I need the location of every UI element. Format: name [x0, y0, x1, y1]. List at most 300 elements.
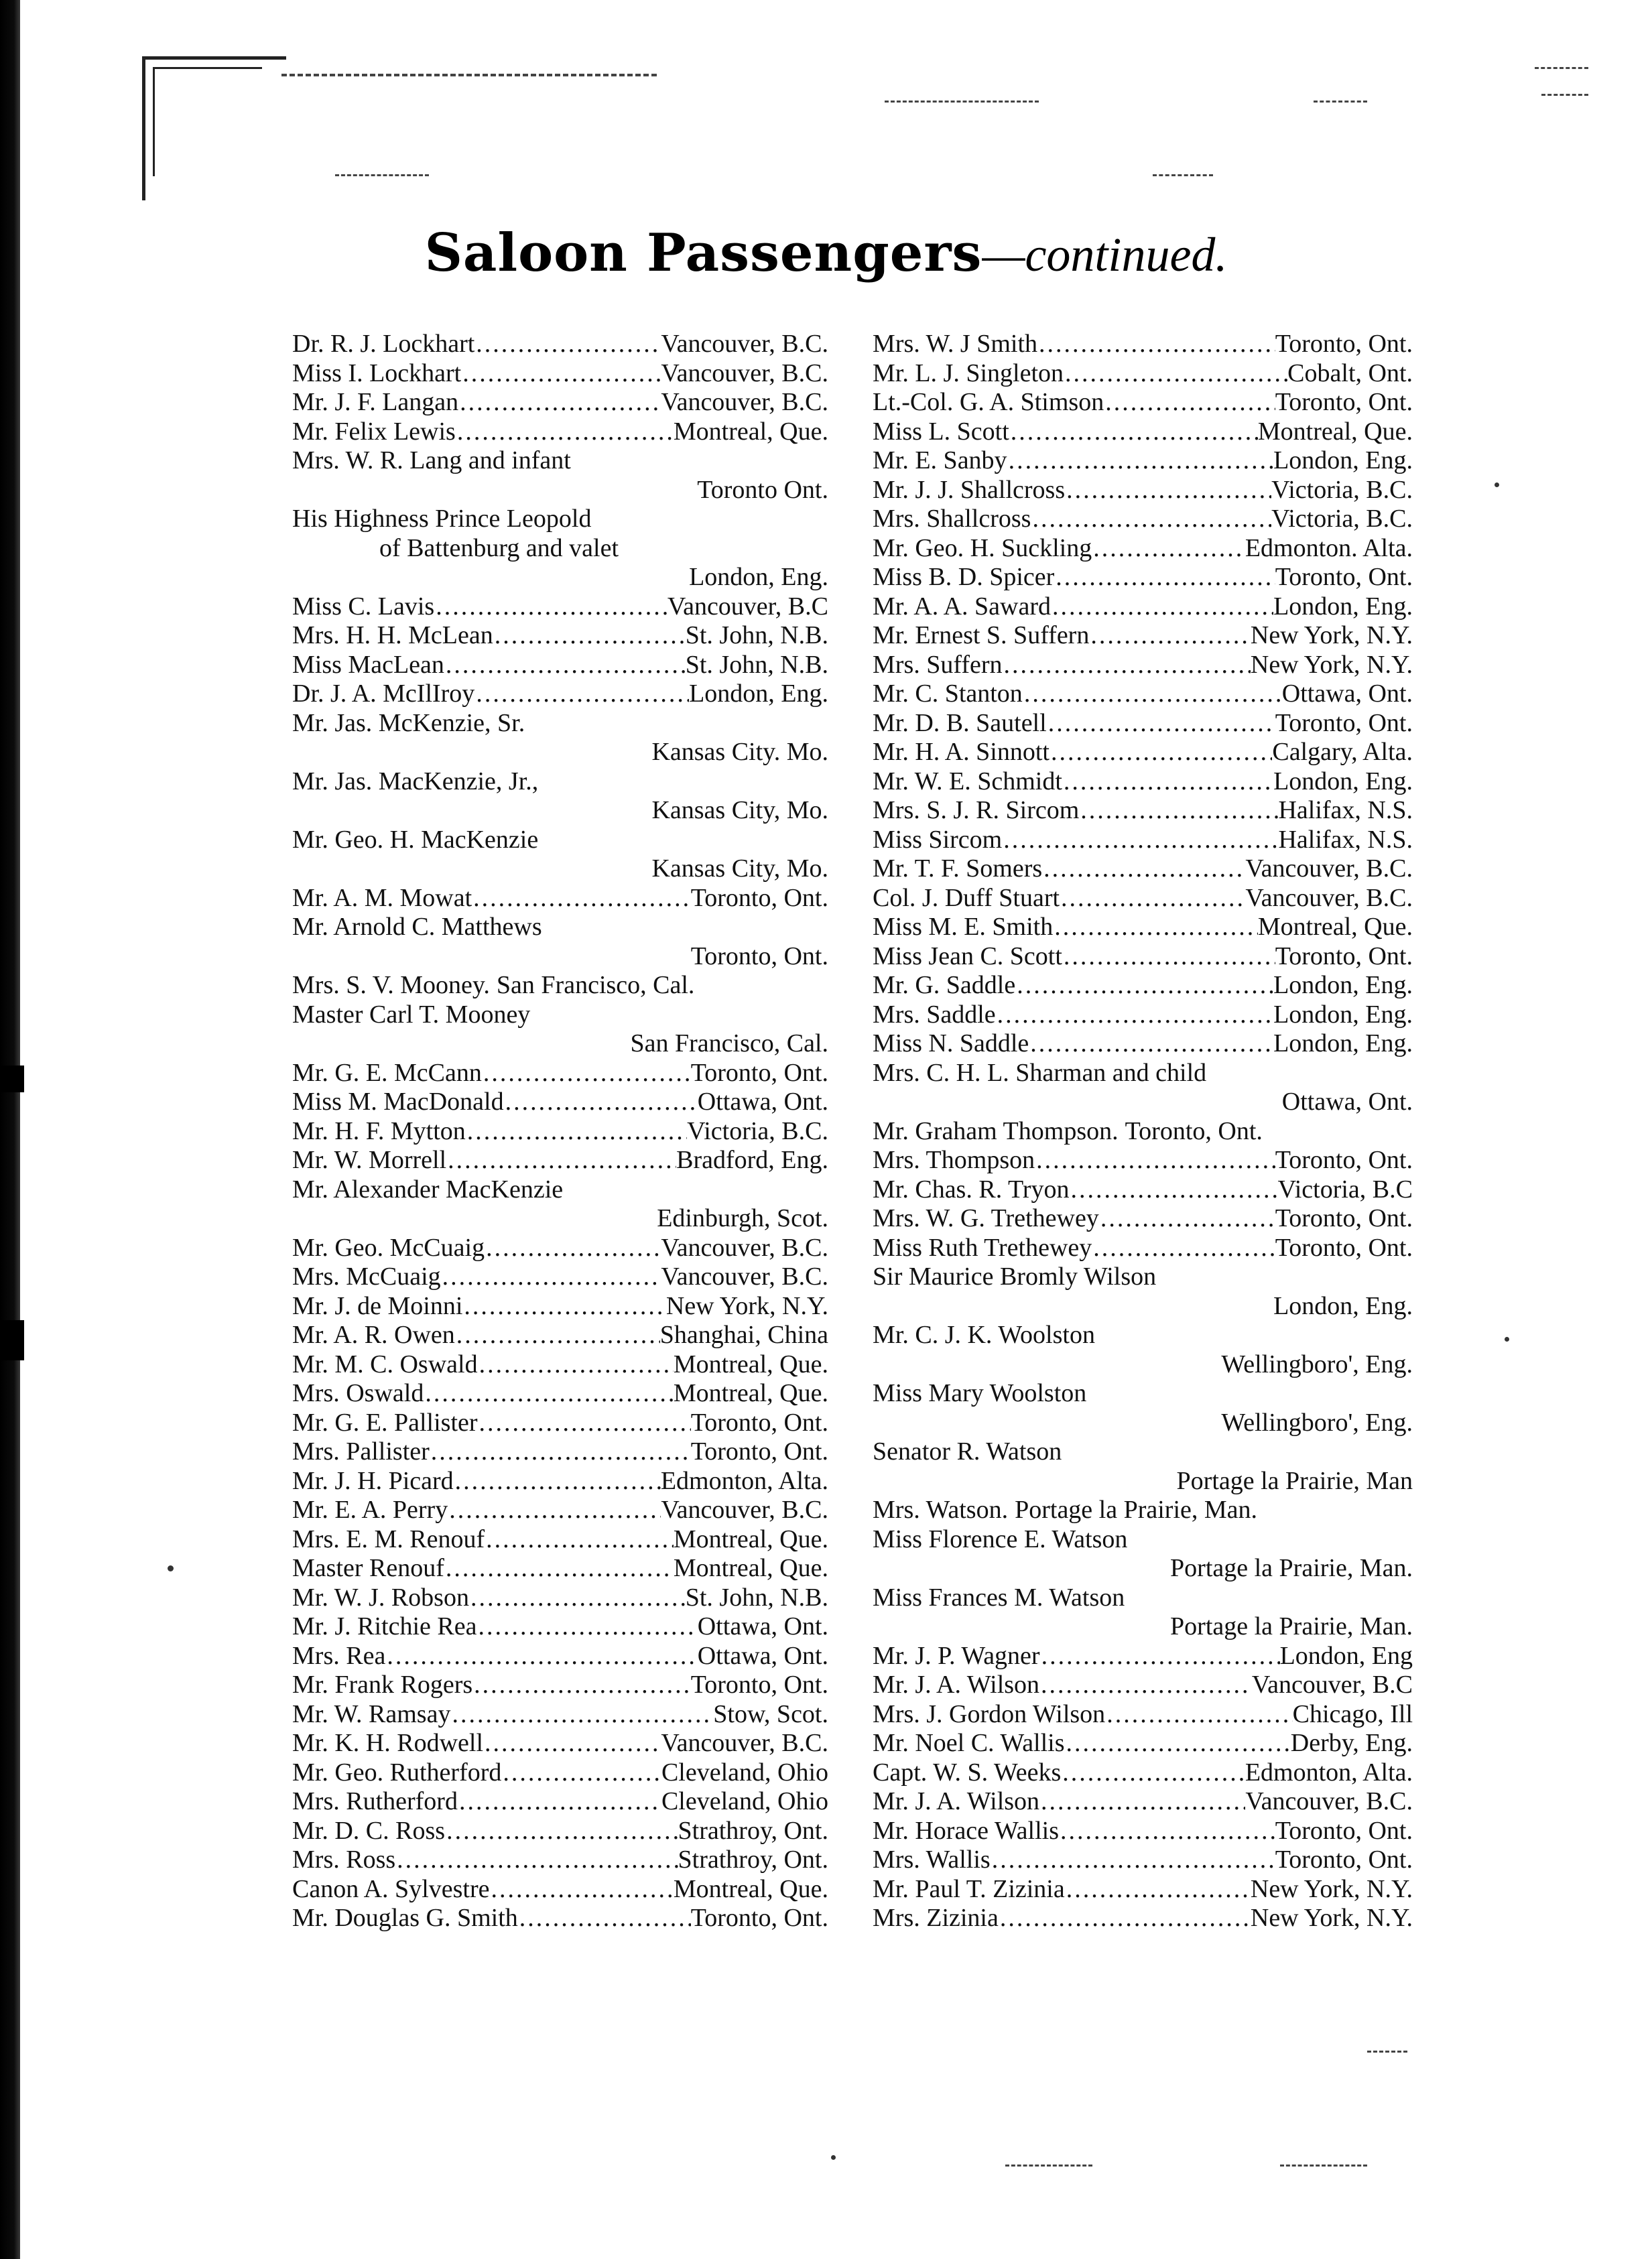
leader-dots: [476, 1612, 697, 1642]
leader-dots: [1015, 971, 1273, 1001]
passenger-row: [873, 1904, 1413, 1933]
passenger-name: Senator R. Watson: [873, 1437, 1062, 1466]
passenger-row: [292, 1117, 828, 1147]
passenger-row: [292, 1379, 828, 1409]
passenger-row: [873, 1234, 1413, 1263]
title-suffix: —continued.: [982, 228, 1228, 281]
passenger-name: Mrs. S. V. Mooney.: [292, 971, 490, 999]
passenger-name: Mrs. W. J Smith: [873, 330, 1038, 358]
passenger-destination: Cobalt, Ont.: [1287, 359, 1413, 387]
passenger-destination: New York, N.Y.: [665, 1291, 828, 1320]
passenger-row: [292, 1554, 828, 1584]
passenger-row: [292, 826, 828, 855]
passenger-row: [292, 913, 828, 942]
passenger-row: [873, 1088, 1413, 1117]
leader-dots: [996, 1001, 1273, 1030]
passenger-row: [873, 505, 1413, 534]
passenger-row: [873, 1117, 1413, 1147]
leader-dots: [1002, 826, 1278, 855]
passenger-destination: Vancouver, B.C.: [661, 1729, 828, 1757]
passenger-destination: Montreal, Que.: [1257, 913, 1413, 941]
border-dash: [1280, 2165, 1367, 2167]
passenger-row: [873, 1059, 1413, 1088]
passenger-name: Canon A. Sylvestre: [292, 1874, 490, 1903]
passenger-row: [292, 1204, 828, 1234]
leader-dots: [430, 1437, 691, 1467]
passenger-name: Mrs. H. H. McLean: [292, 621, 493, 649]
passenger-row: [873, 1175, 1413, 1205]
passenger-name: Mr. K. H. Rodwell: [292, 1729, 483, 1757]
leader-dots: [1037, 330, 1275, 359]
passenger-row: [873, 1467, 1413, 1496]
passenger-row: [873, 1437, 1413, 1467]
passenger-name: Capt. W. S. Weeks: [873, 1758, 1062, 1787]
passenger-row: [292, 592, 828, 622]
passenger-destination: Wellingboro', Eng.: [1221, 1408, 1413, 1437]
passenger-name: Mrs. E. M. Renouf: [292, 1525, 485, 1553]
passenger-name: Mr. Arnold C. Matthews: [292, 913, 542, 941]
passenger-destination: Strathroy, Ont.: [678, 1846, 828, 1874]
leader-dots: [1062, 942, 1275, 972]
passenger-name: Mr. J. P. Wagner: [873, 1641, 1040, 1670]
leader-dots: [458, 1787, 661, 1817]
leader-dots: [444, 1554, 674, 1584]
border-dash: [1541, 94, 1588, 96]
passenger-name: Mr. D. C. Ross: [292, 1816, 446, 1845]
leader-dots: [1051, 592, 1273, 622]
passenger-name: Mr. Ernest S. Suffern: [873, 621, 1090, 649]
leader-dots: [454, 1467, 661, 1496]
passenger-row: [292, 1875, 828, 1905]
passenger-destination: Toronto, Ont.: [1275, 1846, 1413, 1874]
leader-dots: [483, 1729, 661, 1758]
passenger-destination: Victoria, B.C.: [1271, 505, 1413, 533]
leader-dots: [469, 1584, 686, 1613]
leader-dots: [1089, 621, 1251, 651]
passenger-name: Mrs. W. R. Lang and infant: [292, 446, 571, 474]
passenger-row: [292, 1001, 828, 1030]
passenger-name: Mr. Horace Wallis: [873, 1816, 1060, 1845]
passenger-name: Mr. A. M. Mowat: [292, 883, 472, 912]
leader-dots: [424, 1379, 674, 1409]
passenger-row: [873, 1642, 1413, 1671]
passenger-row: [292, 1584, 828, 1613]
leader-dots: [1031, 505, 1271, 534]
leader-dots: [1092, 1234, 1275, 1263]
passenger-row: [873, 1700, 1413, 1730]
leader-dots: [462, 1292, 665, 1321]
passenger-destination: New York, N.Y.: [1250, 650, 1413, 679]
passenger-destination: Strathroy, Ont.: [678, 1816, 828, 1845]
passenger-name: Mr. C. Stanton: [873, 680, 1023, 708]
passenger-destination: St. John, N.B.: [685, 1583, 828, 1612]
passenger-name: Mr. Graham Thompson.: [873, 1116, 1119, 1145]
passenger-name: Miss Sircom: [873, 825, 1003, 854]
passenger-destination: Montreal, Que.: [673, 1350, 828, 1378]
passenger-destination: Montreal, Que.: [1257, 417, 1413, 446]
leader-dots: [1003, 651, 1251, 680]
passenger-name: Mr. Geo. McCuaig: [292, 1233, 485, 1262]
border-dash: [281, 74, 657, 76]
passenger-row: [292, 1029, 828, 1059]
leader-dots: [385, 1642, 697, 1671]
passenger-name: Mrs. Wallis: [873, 1846, 991, 1874]
passenger-name: Mrs. Rutherford: [292, 1787, 458, 1815]
passenger-destination: Vancouver, B.C.: [661, 359, 828, 387]
passenger-destination: Edmonton. Alta.: [1245, 533, 1413, 562]
passenger-name: Miss M. MacDonald: [292, 1088, 504, 1116]
passenger-destination: New York, N.Y.: [1250, 621, 1413, 649]
passenger-destination: Ottawa, Ont.: [1281, 1088, 1413, 1116]
passenger-name: Lt.-Col. G. A. Stimson: [873, 388, 1104, 416]
leader-dots: [434, 592, 668, 622]
border-dash: [885, 101, 1039, 103]
passenger-name: Mrs. J. Gordon Wilson: [873, 1699, 1106, 1728]
passenger-row: [873, 709, 1413, 738]
passenger-row: [873, 563, 1413, 592]
passenger-destination: Toronto, Ont.: [690, 942, 828, 970]
passenger-name: Mr. H. F. Mytton: [292, 1116, 466, 1145]
passenger-row: [292, 1729, 828, 1758]
passenger-name: Mr. Douglas G. Smith: [292, 1904, 518, 1932]
passenger-name: Miss B. D. Spicer: [873, 563, 1055, 591]
passenger-name: Mr. J. J. Shallcross: [873, 475, 1066, 504]
passenger-row: [873, 1584, 1413, 1613]
passenger-row: [292, 1525, 828, 1555]
passenger-name: Mr. G. E. Pallister: [292, 1408, 478, 1437]
passenger-destination: Toronto, Ont.: [1275, 1233, 1413, 1262]
border-dash: [1153, 174, 1213, 176]
passenger-name: Mrs. Pallister: [292, 1437, 430, 1466]
passenger-destination: Vancouver, B.C: [1251, 1671, 1413, 1699]
leader-dots: [991, 1846, 1275, 1875]
passenger-row: [292, 680, 828, 709]
passenger-name: Mrs. Saddle: [873, 1000, 996, 1029]
passenger-row: [292, 417, 828, 447]
passenger-row: [873, 1292, 1413, 1321]
passenger-destination: Toronto, Ont.: [690, 1058, 828, 1087]
passenger-row: [873, 1612, 1413, 1642]
passenger-name: Master Carl T. Mooney: [292, 1000, 531, 1029]
passenger-destination: New York, N.Y.: [1250, 1874, 1413, 1903]
border-dash: [1005, 2165, 1092, 2167]
passenger-row: [873, 417, 1413, 447]
leader-dots: [395, 1846, 678, 1875]
passenger-destination: Toronto, Ont.: [1275, 942, 1413, 970]
passenger-destination: Vancouver, B.C.: [661, 1496, 828, 1524]
passenger-destination: Toronto, Ont.: [1275, 1816, 1413, 1845]
passenger-name: Mr. T. F. Somers: [873, 854, 1043, 883]
passenger-row: [292, 1234, 828, 1263]
passenger-destination: Ottawa, Ont.: [1281, 680, 1413, 708]
passenger-row: [292, 534, 828, 564]
leader-dots: [474, 680, 689, 709]
passenger-name: Master Renouf: [292, 1554, 444, 1582]
passenger-destination: Toronto, Ont.: [1125, 1116, 1263, 1145]
passenger-name: Mr. J. F. Langan: [292, 388, 459, 416]
passenger-name: Mr. J. A. Wilson: [873, 1671, 1040, 1699]
passenger-row: [292, 767, 828, 797]
passenger-name: Mr. J. de Moinni: [292, 1291, 463, 1320]
passenger-name: Mr. Jas. McKenzie, Sr.: [292, 708, 525, 737]
passenger-destination: Toronto Ont.: [697, 475, 828, 504]
passenger-destination: St. John, N.B.: [685, 650, 828, 679]
passenger-row: [873, 330, 1413, 359]
passenger-destination: Kansas City, Mo.: [651, 796, 828, 824]
passenger-destination: Calgary, Alta.: [1272, 738, 1413, 766]
passenger-name: Mr. E. A. Perry: [292, 1496, 448, 1524]
passenger-destination: Toronto, Ont.: [1275, 708, 1413, 737]
passenger-row: [292, 1758, 828, 1788]
leader-dots: [448, 1496, 661, 1525]
passenger-row: [292, 1409, 828, 1438]
passenger-destination: Halifax, N.S.: [1278, 796, 1413, 824]
passenger-name: Mrs. S. J. R. Sircom: [873, 796, 1080, 824]
passenger-name: Mr. A. R. Owen: [292, 1321, 455, 1349]
passenger-destination: Vancouver, B.C.: [661, 1233, 828, 1262]
passenger-row: [873, 738, 1413, 767]
leader-dots: [472, 1671, 691, 1700]
passenger-row: [873, 767, 1413, 797]
passenger-row: [873, 826, 1413, 855]
passenger-destination: London, Eng: [1279, 1641, 1413, 1670]
leader-dots: [999, 1904, 1251, 1933]
passenger-row: [873, 1787, 1413, 1817]
leader-dots: [441, 1263, 661, 1292]
passenger-destination: London, Eng.: [689, 563, 828, 591]
passenger-destination: Wellingboro', Eng.: [1221, 1350, 1413, 1378]
passenger-destination: Vancouver, B.C.: [661, 1263, 828, 1291]
passenger-row: [292, 942, 828, 972]
passenger-row: [292, 796, 828, 826]
leader-dots: [1059, 1817, 1275, 1846]
passenger-row: [873, 884, 1413, 913]
passenger-destination: Toronto, Ont.: [1275, 563, 1413, 591]
passenger-row: [292, 476, 828, 505]
scan-speck: [168, 1565, 174, 1571]
passenger-row: [292, 1817, 828, 1846]
passenger-destination: San Francisco, Cal.: [496, 971, 695, 999]
passenger-destination: Vancouver, B.C.: [1245, 883, 1413, 912]
border-dash: [335, 174, 429, 176]
leader-dots: [1047, 709, 1275, 738]
passenger-row: [292, 1263, 828, 1292]
passenger-row: [292, 1904, 828, 1933]
passenger-destination: London, Eng.: [1273, 971, 1413, 999]
leader-dots: [472, 884, 691, 913]
scan-blot: [0, 1066, 24, 1092]
passenger-name: Miss Mary Woolston: [873, 1379, 1087, 1407]
passenger-destination: Ottawa, Ont.: [697, 1612, 828, 1640]
passenger-name: Miss I. Lockhart: [292, 359, 462, 387]
passenger-row: [292, 359, 828, 389]
passenger-destination: Portage la Prairie, Man: [1176, 1466, 1413, 1495]
leader-dots: [1042, 854, 1245, 884]
passenger-name: Miss Florence E. Watson: [873, 1525, 1128, 1553]
passenger-name: Mr. J. H. Picard: [292, 1466, 454, 1495]
passenger-destination: Montreal, Que.: [673, 1554, 828, 1582]
leader-dots: [489, 1875, 673, 1905]
passenger-destination: Victoria, B.C: [1277, 1175, 1413, 1204]
passenger-row: [292, 651, 828, 680]
corner-ornament-inner: [153, 67, 262, 176]
passenger-name: Mrs. Suffern: [873, 650, 1003, 679]
passenger-row: [292, 446, 828, 476]
passenger-destination: Toronto, Ont.: [1275, 330, 1413, 358]
leader-dots: [458, 388, 661, 417]
leader-dots: [445, 1817, 678, 1846]
passenger-row: [873, 1409, 1413, 1438]
passenger-row: [873, 854, 1413, 884]
passenger-row: [873, 1204, 1413, 1234]
passenger-row: [873, 1875, 1413, 1905]
passenger-destination: Ottawa, Ont.: [697, 1641, 828, 1670]
passenger-row: [873, 1001, 1413, 1030]
passenger-row: [873, 1758, 1413, 1788]
passenger-name: Mr. Felix Lewis: [292, 417, 456, 446]
passenger-destination: London, Eng.: [1273, 1000, 1413, 1029]
leader-dots: [1065, 476, 1271, 505]
passenger-destination: Bradford, Eng.: [676, 1146, 828, 1174]
passenger-row: [873, 1263, 1413, 1292]
scan-speck: [1505, 1337, 1509, 1342]
passenger-destination: Edmonton, Alta.: [1245, 1758, 1413, 1787]
passenger-name: Miss Frances M. Watson: [873, 1583, 1125, 1612]
passenger-destination: Portage la Prairie, Man.: [1170, 1612, 1413, 1640]
passenger-name: Mr. Geo. H. MacKenzie: [292, 825, 539, 854]
passenger-row: [292, 1846, 828, 1875]
passenger-row: [292, 388, 828, 417]
leader-dots: [1029, 1029, 1273, 1059]
passenger-row: [292, 854, 828, 884]
leader-dots: [493, 621, 686, 651]
leader-dots: [504, 1088, 698, 1117]
passenger-row: [292, 1088, 828, 1117]
passenger-destination: Halifax, N.S.: [1278, 825, 1413, 854]
passenger-name: Mrs. Rea: [292, 1641, 386, 1670]
leader-dots: [1070, 1175, 1278, 1205]
leader-dots: [485, 1234, 661, 1263]
passenger-destination: Vancouver, B.C.: [1245, 854, 1413, 883]
passenger-row: [292, 971, 828, 1001]
leader-dots: [518, 1904, 691, 1933]
passenger-destination: Portage la Prairie, Man.: [1015, 1496, 1258, 1524]
passenger-name: Miss L. Scott: [873, 417, 1009, 446]
passenger-destination: St. John, N.B.: [685, 621, 828, 649]
leader-dots: [501, 1758, 661, 1788]
leader-dots: [446, 1146, 676, 1175]
passenger-destination: Chicago, Ill: [1292, 1699, 1413, 1728]
passenger-name: Mrs. Thompson: [873, 1146, 1035, 1174]
passenger-row: [873, 1379, 1413, 1409]
leader-dots: [1009, 417, 1258, 447]
passenger-name: of Battenburg and valet: [379, 533, 619, 562]
scan-speck: [831, 2155, 836, 2160]
passenger-row: [873, 359, 1413, 389]
passenger-row: [292, 884, 828, 913]
passenger-name: Mr. A. A. Saward: [873, 592, 1051, 621]
passenger-name: Mr. Alexander MacKenzie: [292, 1175, 564, 1204]
passenger-destination: Vancouver, B.C.: [661, 330, 828, 358]
passenger-row: [292, 621, 828, 651]
passenger-row: [292, 1437, 828, 1467]
passenger-destination: London, Eng.: [1273, 446, 1413, 474]
leader-dots: [1064, 359, 1287, 389]
passenger-name: Mrs. McCuaig: [292, 1263, 441, 1291]
passenger-row: [292, 1292, 828, 1321]
passenger-destination: Toronto, Ont.: [690, 883, 828, 912]
leader-dots: [1023, 680, 1282, 709]
passenger-name: Mr. W. E. Schmidt: [873, 767, 1062, 795]
scan-speck: [1495, 482, 1499, 487]
passenger-name: Mr. E. Sanby: [873, 446, 1007, 474]
leader-dots: [1079, 796, 1278, 826]
passenger-destination: Derby, Eng.: [1290, 1729, 1413, 1757]
passenger-row: [873, 796, 1413, 826]
passenger-row: [873, 680, 1413, 709]
passenger-row: [873, 388, 1413, 417]
passenger-destination: Montreal, Que.: [673, 417, 828, 446]
passenger-destination: Toronto, Ont.: [690, 1904, 828, 1932]
passenger-row: [292, 1059, 828, 1088]
passenger-name: Mr. M. C. Oswald: [292, 1350, 478, 1378]
passenger-name: Mr. H. A. Sinnott: [873, 738, 1050, 766]
passenger-name: Miss M. E. Smith: [873, 913, 1054, 941]
border-dash: [1535, 67, 1588, 69]
leader-dots: [1065, 1729, 1291, 1758]
title-main: Saloon Passengers: [424, 222, 982, 283]
passenger-row: [873, 942, 1413, 972]
passenger-destination: Shanghai, China: [659, 1321, 828, 1349]
leader-dots: [485, 1525, 674, 1555]
passenger-row: [873, 446, 1413, 476]
passenger-name: Mr. Frank Rogers: [292, 1671, 473, 1699]
passenger-destination: Toronto, Ont.: [1275, 1204, 1413, 1232]
passenger-destination: Vancouver, B.C.: [1245, 1787, 1413, 1815]
passenger-row: [873, 913, 1413, 942]
passenger-name: Miss Ruth Trethewey: [873, 1233, 1092, 1262]
passenger-row: [292, 1467, 828, 1496]
passenger-row: [873, 1846, 1413, 1875]
passenger-name: Mr. D. B. Sautell: [873, 708, 1047, 737]
passenger-name: Mr. L. J. Singleton: [873, 359, 1064, 387]
leader-dots: [1040, 1642, 1280, 1671]
passenger-destination: Montreal, Que.: [673, 1379, 828, 1407]
passenger-destination: London, Eng.: [689, 680, 828, 708]
passenger-name: Mrs. W. G. Trethewey: [873, 1204, 1099, 1232]
passenger-name: Mr. W. Morrell: [292, 1146, 447, 1174]
passenger-list-left: [292, 330, 828, 1933]
passenger-name: Sir Maurice Bromly Wilson: [873, 1263, 1157, 1291]
passenger-name: His Highness Prince Leopold: [292, 505, 592, 533]
leader-dots: [1105, 1700, 1292, 1730]
passenger-row: [873, 1817, 1413, 1846]
passenger-destination: Stow, Scot.: [713, 1699, 828, 1728]
passenger-name: Mr. J. A. Wilson: [873, 1787, 1040, 1815]
passenger-name: Miss Jean C. Scott: [873, 942, 1062, 970]
passenger-destination: Ottawa, Ont.: [697, 1088, 828, 1116]
passenger-name: Dr. R. J. Lockhart: [292, 330, 475, 358]
passenger-row: [873, 476, 1413, 505]
passenger-row: [873, 621, 1413, 651]
passenger-row: [873, 1525, 1413, 1555]
passenger-row: [292, 330, 828, 359]
passenger-destination: Kansas City. Mo.: [651, 738, 828, 766]
passenger-destination: San Francisco, Cal.: [630, 1029, 828, 1057]
passenger-name: Mr. G. Saddle: [873, 971, 1016, 999]
leader-dots: [456, 417, 674, 447]
passenger-name: Mrs. Ross: [292, 1846, 396, 1874]
